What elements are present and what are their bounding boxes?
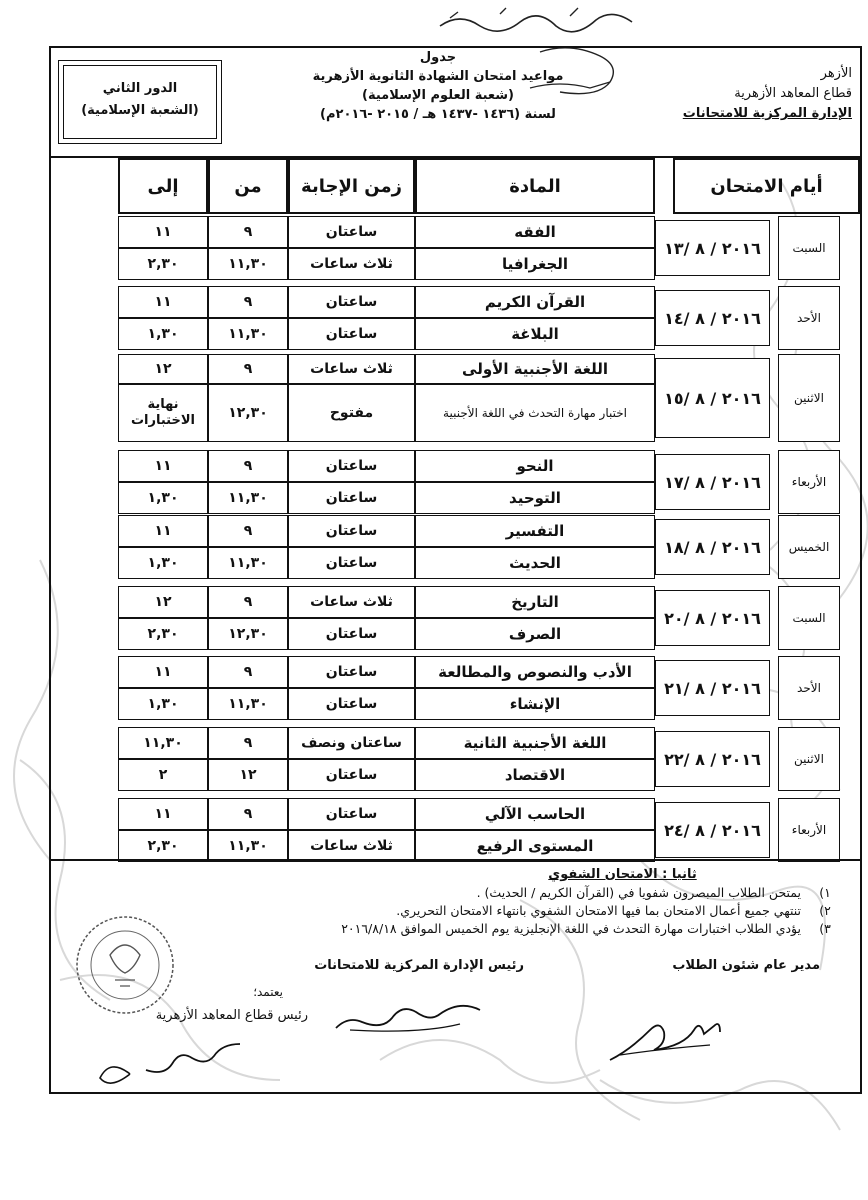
central-admin-title: رئيس الإدارة المركزية للامتحانات	[314, 958, 524, 973]
sector-head-signature	[90, 1030, 250, 1090]
start-time-cell: ١١,٣٠	[208, 688, 288, 720]
end-time-cell: ١,٣٠	[118, 318, 208, 350]
end-time-cell: ١١	[118, 216, 208, 248]
oral-item-number: ١)	[819, 885, 831, 900]
duration-cell: ثلاث ساعات	[288, 354, 415, 384]
subject-cell: الحديث	[415, 547, 655, 579]
header-duration: زمن الإجابة	[288, 158, 415, 214]
exam-date: ٢٠١٦ / ٨ /١٣	[655, 220, 770, 276]
header-days: أيام الامتحان	[673, 158, 860, 214]
schedule-day-block	[53, 798, 827, 862]
duration-cell: مفتوح	[288, 384, 415, 442]
header-subject: المادة	[415, 158, 655, 214]
oral-item-text: تنتهي جميع أعمال الامتحان بما فيها الامتحان الشفوي بانتهاء الامتحان التحريري.	[396, 903, 801, 918]
day-name: الأحد	[778, 286, 840, 350]
end-time-cell: ١,٣٠	[118, 688, 208, 720]
schedule-day-block	[53, 727, 824, 791]
duration-cell: ساعتان	[288, 656, 415, 688]
oral-exam-section	[80, 866, 835, 938]
subject-cell: اللغة الأجنبية الثانية	[415, 727, 655, 759]
branch-label: (الشعبة الإسلامية)	[81, 103, 199, 118]
document-title	[268, 48, 608, 124]
start-time-cell: ٩	[208, 798, 288, 830]
end-time-cell: نهاية الاختبارات	[118, 384, 208, 442]
start-time-cell: ٩	[208, 286, 288, 318]
schedule-day-block	[53, 286, 821, 350]
title-line-exam: مواعيد امتحان الشهادة الثانوية الأزهرية	[312, 69, 564, 84]
oral-item	[80, 884, 835, 902]
director-title: مدير عام شئون الطلاب	[672, 958, 820, 973]
day-name: الخميس	[778, 515, 840, 579]
duration-cell: ساعتان	[288, 450, 415, 482]
exam-date: ٢٠١٦ / ٨ /٢١	[655, 660, 770, 716]
subject-cell: الصرف	[415, 618, 655, 650]
schedule-day-block	[53, 586, 826, 650]
end-time-cell: ١,٣٠	[118, 482, 208, 514]
duration-cell: ساعتان	[288, 798, 415, 830]
start-time-cell: ١١,٣٠	[208, 318, 288, 350]
schedule-day-block	[53, 354, 824, 428]
start-time-cell: ٩	[208, 515, 288, 547]
start-time-cell: ١١,٣٠	[208, 248, 288, 280]
schedule-day-block	[53, 216, 826, 280]
start-time-cell: ١٢	[208, 759, 288, 791]
title-line-schedule: جدول	[419, 50, 457, 65]
start-time-cell: ٩	[208, 656, 288, 688]
subject-cell: الحاسب الآلي	[415, 798, 655, 830]
subject-cell: القرآن الكريم	[415, 286, 655, 318]
title-line-branch: (شعبة العلوم الإسلامية)	[362, 88, 514, 103]
end-time-cell: ١١	[118, 656, 208, 688]
start-time-cell: ١١,٣٠	[208, 830, 288, 862]
exam-date: ٢٠١٦ / ٨ /١٥	[655, 358, 770, 438]
duration-cell: ساعتان ونصف	[288, 727, 415, 759]
subject-cell: البلاغة	[415, 318, 655, 350]
approval-label: يعتمد؛	[253, 985, 283, 999]
subject-cell: اللغة الأجنبية الأولى	[415, 354, 655, 384]
agency-line-sector: قطاع المعاهد الأزهرية	[734, 86, 852, 101]
duration-cell: ثلاث ساعات	[288, 586, 415, 618]
footer-divider	[49, 859, 862, 861]
subject-cell: الإنشاء	[415, 688, 655, 720]
duration-cell: ثلاث ساعات	[288, 248, 415, 280]
agency-line-central-admin: الإدارة المركزية للامتحانات	[682, 106, 852, 121]
start-time-cell: ١٢,٣٠	[208, 618, 288, 650]
exam-date: ٢٠١٦ / ٨ /٢٠	[655, 590, 770, 646]
duration-cell: ساعتان	[288, 318, 415, 350]
round-label: الدور الثاني	[102, 81, 178, 96]
agency-line-azhar: الأزهر	[820, 66, 852, 81]
duration-cell: ساعتان	[288, 515, 415, 547]
subject-cell: الجغرافيا	[415, 248, 655, 280]
end-time-cell: ١٢	[118, 586, 208, 618]
day-name: الأربعاء	[778, 798, 840, 862]
central-admin-signature	[330, 990, 490, 1050]
header-to: إلى	[118, 158, 208, 214]
oral-exam-title: ثانيا : الامتحان الشفوي	[548, 867, 697, 882]
subject-cell: النحو	[415, 450, 655, 482]
director-signature	[600, 1000, 740, 1070]
day-name: الاثنين	[778, 354, 840, 442]
agency-header	[602, 64, 852, 124]
end-time-cell: ١١	[118, 515, 208, 547]
exam-date: ٢٠١٦ / ٨ /١٤	[655, 290, 770, 346]
end-time-cell: ١١	[118, 798, 208, 830]
title-line-year: لسنة (١٤٣٦ -١٤٣٧ هـ / ٢٠١٥ -٢٠١٦م)	[320, 107, 556, 122]
subject-cell: الأدب والنصوص والمطالعة	[415, 656, 655, 688]
oral-item	[80, 920, 835, 938]
subject-cell: الفقه	[415, 216, 655, 248]
end-time-cell: ١١	[118, 450, 208, 482]
duration-cell: ساعتان	[288, 688, 415, 720]
end-time-cell: ١١	[118, 286, 208, 318]
oral-item-number: ٢)	[819, 903, 831, 918]
oral-item-number: ٣)	[819, 921, 831, 936]
duration-cell: ساعتان	[288, 216, 415, 248]
day-name: الاثنين	[778, 727, 840, 791]
exam-date: ٢٠١٦ / ٨ /١٧	[655, 454, 770, 510]
day-name: السبت	[778, 216, 840, 280]
exam-date: ٢٠١٦ / ٨ /٢٢	[655, 731, 770, 787]
duration-cell: ساعتان	[288, 547, 415, 579]
schedule-day-block	[53, 656, 821, 720]
subject-cell: التفسير	[415, 515, 655, 547]
day-name: الأحد	[778, 656, 840, 720]
start-time-cell: ٩	[208, 354, 288, 384]
end-time-cell: ١٢	[118, 354, 208, 384]
duration-cell: ساعتان	[288, 286, 415, 318]
official-stamp	[70, 910, 180, 1020]
start-time-cell: ٩	[208, 450, 288, 482]
header-from: من	[208, 158, 288, 214]
start-time-cell: ٩	[208, 216, 288, 248]
oral-item-text: يمتحن الطلاب المبصرون شفويا في (القرآن الكريم / الحديث) .	[476, 885, 801, 900]
end-time-cell: ١,٣٠	[118, 547, 208, 579]
end-time-cell: ٢	[118, 759, 208, 791]
oral-item-text: يؤدي الطلاب اختبارات مهارة التحدث في اللغة الإنجليزية يوم الخميس الموافق ٢٠١٦/٨/١٨	[341, 921, 801, 936]
day-name: الأربعاء	[778, 450, 840, 514]
subject-cell: المستوى الرفيع	[415, 830, 655, 862]
subject-cell: الاقتصاد	[415, 759, 655, 791]
round-box	[58, 60, 222, 144]
duration-cell: ثلاث ساعات	[288, 830, 415, 862]
exam-date: ٢٠١٦ / ٨ /٢٤	[655, 802, 770, 858]
duration-cell: ساعتان	[288, 759, 415, 791]
start-time-cell: ٩	[208, 727, 288, 759]
sector-head-title: رئيس قطاع المعاهد الأزهرية	[155, 1008, 308, 1023]
day-name: السبت	[778, 586, 840, 650]
exam-date: ٢٠١٦ / ٨ /١٨	[655, 519, 770, 575]
schedule-day-block	[53, 450, 827, 514]
start-time-cell: ١٢,٣٠	[208, 384, 288, 442]
start-time-cell: ٩	[208, 586, 288, 618]
start-time-cell: ١١,٣٠	[208, 547, 288, 579]
subject-cell: التاريخ	[415, 586, 655, 618]
handwritten-note	[430, 4, 640, 38]
end-time-cell: ٢,٣٠	[118, 248, 208, 280]
end-time-cell: ٢,٣٠	[118, 618, 208, 650]
end-time-cell: ٢,٣٠	[118, 830, 208, 862]
duration-cell: ساعتان	[288, 482, 415, 514]
start-time-cell: ١١,٣٠	[208, 482, 288, 514]
schedule-day-block	[53, 515, 830, 579]
subject-cell: اختبار مهارة التحدث في اللغة الأجنبية	[415, 384, 655, 442]
oral-item	[80, 902, 835, 920]
end-time-cell: ١١,٣٠	[118, 727, 208, 759]
subject-cell: التوحيد	[415, 482, 655, 514]
duration-cell: ساعتان	[288, 618, 415, 650]
